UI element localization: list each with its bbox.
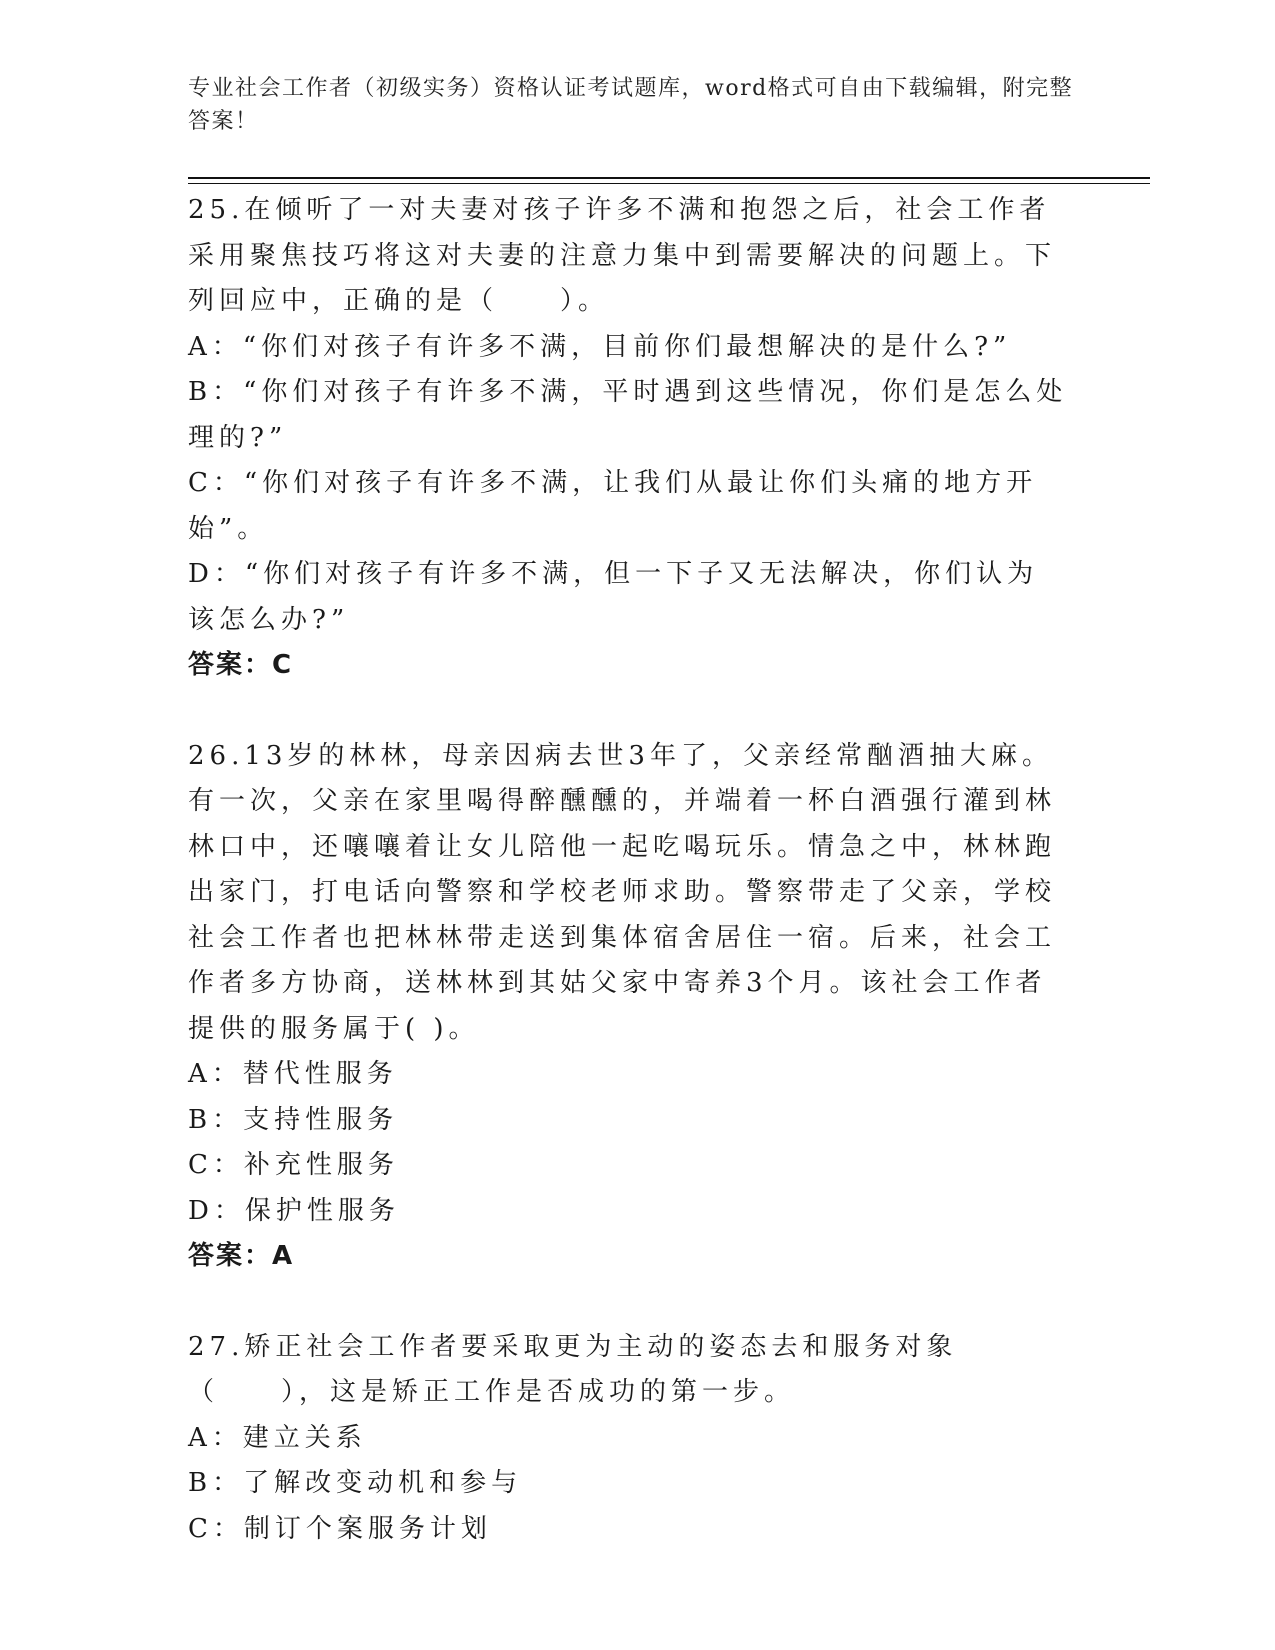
document-header: 专业社会工作者（初级实务）资格认证考试题库，word格式可自由下载编辑，附完整答案！ (188, 76, 1074, 134)
answer: 答案：A (188, 1241, 295, 1271)
header-rule-thick (188, 177, 1150, 179)
question-text: 25.在倾听了一对夫妻对孩子许多不满和抱怨之后，社会工作者采用聚焦技巧将这对夫妻的注意力集中到需要解决的问题上。下列回应中，正确的是（ ）。 (188, 195, 1057, 316)
document-content (188, 188, 1088, 1552)
option-d: D：“你们对孩子有许多不满，但一下子又无法解决，你们认为该怎么办?” (188, 559, 1039, 635)
option-b: B：了解改变动机和参与 (188, 1468, 523, 1498)
answer: 答案：C (188, 650, 294, 680)
option-c: C：制订个案服务计划 (188, 1513, 492, 1544)
question-27 (188, 1325, 1088, 1553)
option-c: C：“你们对孩子有许多不满，让我们从最让你们头痛的地方开始”。 (188, 468, 1038, 544)
question-spacer (188, 689, 1088, 734)
header-rule-thin (188, 183, 1150, 184)
option-b: B：“你们对孩子有许多不满，平时遇到这些情况，你们是怎么处理的?” (188, 377, 1068, 453)
question-25 (188, 188, 1088, 689)
option-a: A：建立关系 (188, 1422, 367, 1453)
option-b: B：支持性服务 (188, 1104, 399, 1135)
question-text: 26.13岁的林林，母亲因病去世3年了，父亲经常酗酒抽大麻。有一次，父亲在家里喝得醉醺醺的，并端着一杯白酒强行灌到林林口中，还嚷嚷着让女儿陪他一起吃喝玩乐。情急之中，林林跑出家门，打电话向警察和学校老师求助。警察带走了父亲，学校社会工作者也把林林带走送到集体宿舍居住一宿。后来，社会工作者多方协商，送林林到其姑父家中寄养3个月。该社会工作者提供的服务属于( )。 (188, 740, 1057, 1044)
option-a: A：替代性服务 (188, 1059, 398, 1089)
question-spacer (188, 1280, 1088, 1325)
option-a: A：“你们对孩子有许多不满，目前你们最想解决的是什么?” (188, 331, 1012, 362)
question-text: 27.矫正社会工作者要采取更为主动的姿态去和服务对象（ ），这是矫正工作是否成功的第一步。 (188, 1331, 958, 1407)
option-d: D：保护性服务 (188, 1195, 400, 1226)
option-c: C：补充性服务 (188, 1150, 399, 1180)
question-26 (188, 734, 1088, 1280)
